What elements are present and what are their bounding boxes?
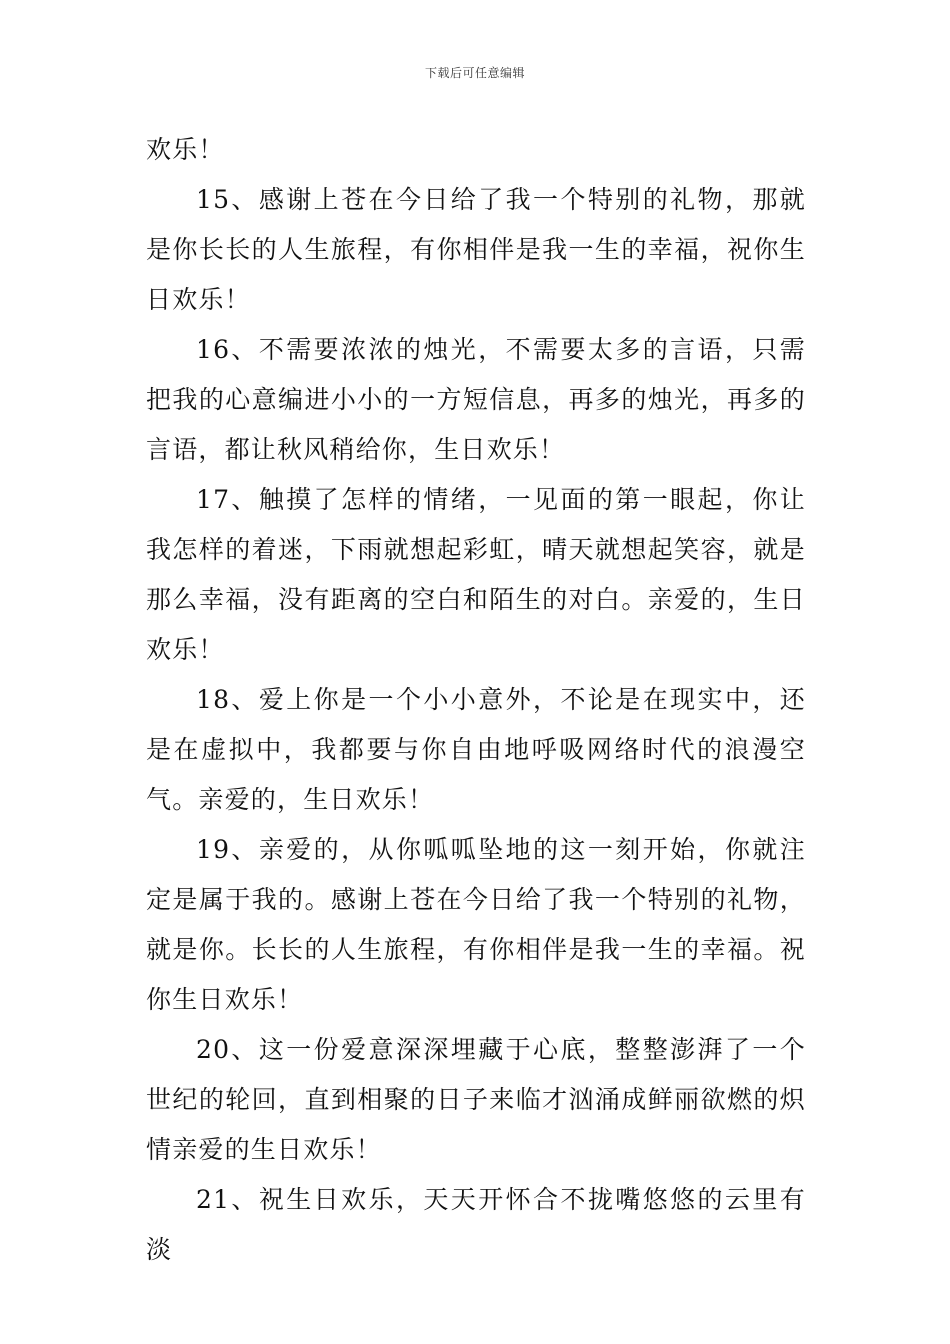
document-body	[146, 125, 806, 1275]
paragraph-17: 17、触摸了怎样的情绪，一见面的第一眼起，你让我怎样的着迷，下雨就想起彩虹，晴天就想起笑容，就是那么幸福，没有距离的空白和陌生的对白。亲爱的，生日欢乐！	[146, 485, 806, 664]
paragraph-15: 15、感谢上苍在今日给了我一个特别的礼物，那就是你长长的人生旅程，有你相伴是我一生的幸福，祝你生日欢乐！	[146, 185, 806, 314]
paragraph-19: 19、亲爱的，从你呱呱坠地的这一刻开始，你就注定是属于我的。感谢上苍在今日给了我一个特别的礼物，就是你。长长的人生旅程，有你相伴是我一生的幸福。祝你生日欢乐！	[146, 835, 806, 1014]
paragraph-20: 20、这一份爱意深深埋藏于心底，整整澎湃了一个世纪的轮回，直到相聚的日子来临才汹涌成鲜丽欲燃的炽情亲爱的生日欢乐！	[146, 1035, 806, 1164]
paragraph-21: 21、祝生日欢乐，天天开怀合不拢嘴悠悠的云里有淡	[146, 1185, 806, 1264]
paragraph-16: 16、不需要浓浓的烛光，不需要太多的言语，只需把我的心意编进小小的一方短信息，再多的烛光，再多的言语，都让秋风稍给你，生日欢乐！	[146, 335, 806, 464]
page-header-note: 下载后可任意编辑	[424, 66, 525, 80]
paragraph-18: 18、爱上你是一个小小意外，不论是在现实中，还是在虚拟中，我都要与你自由地呼吸网络时代的浪漫空气。亲爱的，生日欢乐！	[146, 685, 806, 814]
paragraph-continuation: 欢乐！	[146, 135, 225, 164]
